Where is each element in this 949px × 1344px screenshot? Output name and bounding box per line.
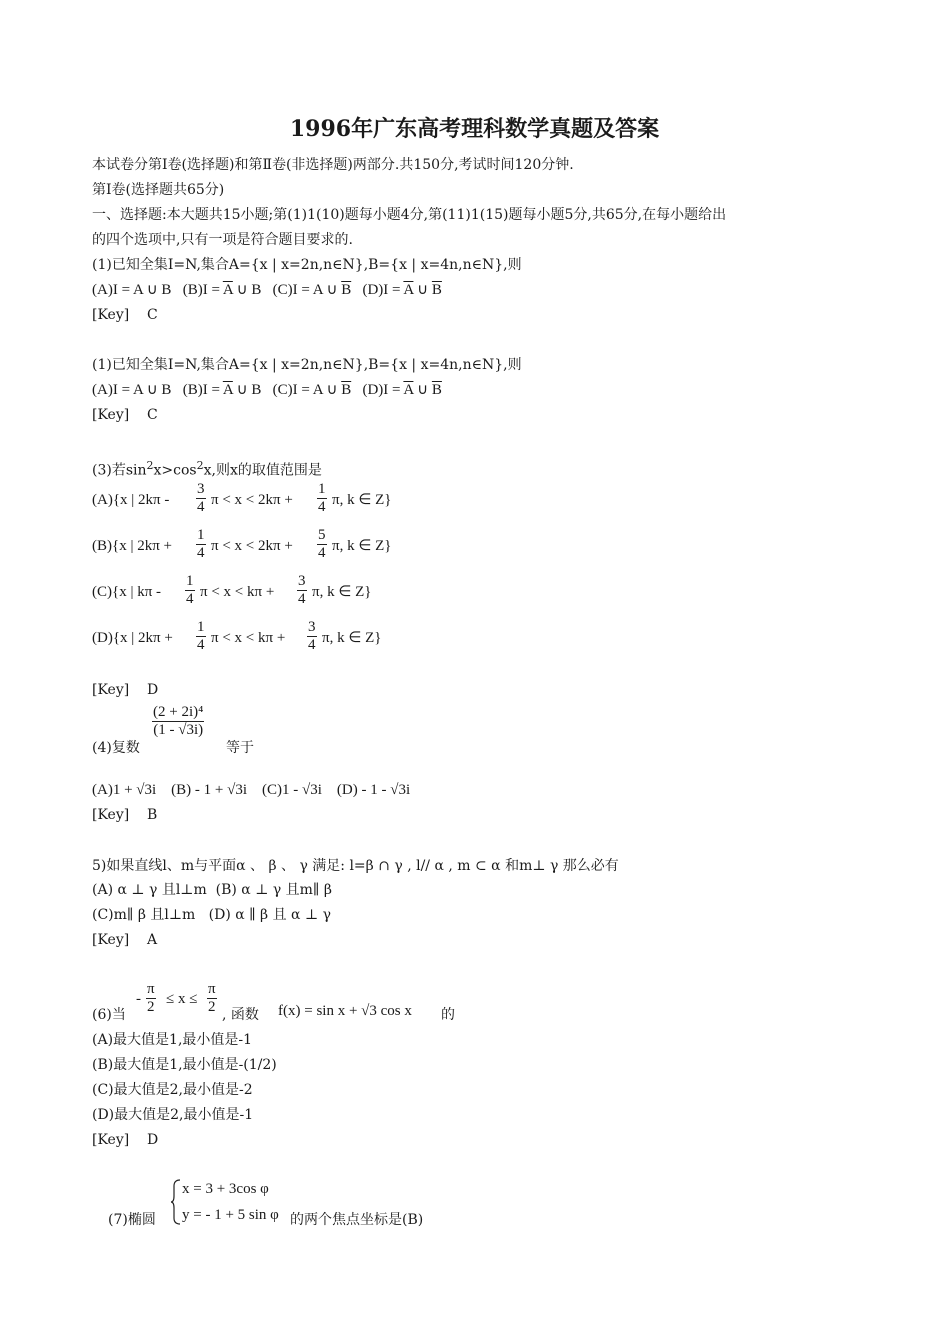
q3-option-d-part1: (D){x | 2kπ + — [92, 630, 177, 646]
q1-option-c: (C)I = A ∪ $\overline{B}$ — [272, 282, 352, 298]
q3-stem: (3)若$\sin^2x>\cos^2x$,则x的取值范围是 — [92, 459, 322, 479]
q6-option-c: (C)最大值是2,最小值是-2 — [92, 1082, 253, 1098]
q4-key: [Key] B — [92, 807, 158, 823]
q4-stem-post: 等于 — [226, 740, 254, 756]
q3-option-d-frac1: $\frac{1}{4}$ — [197, 619, 205, 653]
q1-options — [92, 281, 442, 299]
q6-key: [Key] D — [92, 1132, 159, 1148]
q6-function: f(x) = sin x + √3 cos x — [278, 1003, 412, 1019]
q1-stem: (1)已知全集I=N,集合A={x | x=2n,n∈N},B={x | x=4n,n∈N},则 — [92, 257, 522, 273]
q1-option-d: $(D)I = \overline{A}$ ∪ $\overline{B}$ — [362, 282, 442, 298]
q6-frac-left: $\frac{\pi}{2}$ — [147, 981, 155, 1015]
q6-option-d: (D)最大值是2,最小值是-1 — [92, 1107, 254, 1123]
q4-options: (A)1 + √3i (B) - 1 + √3i (C)1 - √3i (D) - 1 - √3i — [92, 782, 411, 798]
q3-option-b-part2: π < x < 2kπ + — [211, 538, 297, 554]
q7-eq-y: y = - 1 + 5 sin φ — [182, 1207, 279, 1223]
q7-pre: (7)椭圆 — [108, 1212, 156, 1228]
q6-frac-right: $\frac{\pi}{2}$ — [208, 981, 216, 1015]
q5-stem: 5)如果直线l、m与平面α 、 β 、 γ 满足: l=β ∩ γ , l// α , m ⊂ α 和m⊥ γ 那么必有 — [92, 858, 619, 874]
q3-option-b-part1: (B){x | 2kπ + — [92, 538, 176, 554]
q2-key: [Key] C — [92, 407, 158, 423]
q3-option-a-part3: π, k ∈ Z} — [332, 492, 392, 508]
intro-line-2: 第Ⅰ卷(选择题共65分) — [92, 182, 225, 198]
q6-mid: , 函数 — [222, 1007, 259, 1023]
q6-pre: (6)当 — [92, 1007, 126, 1023]
q3-option-d-frac2: $\frac{3}{4}$ — [308, 619, 316, 653]
q3-key: [Key] D — [92, 682, 159, 698]
q3-option-b-frac2: $\frac{5}{4}$ — [318, 527, 326, 561]
q6-option-a: (A)最大值是1,最小值是-1 — [92, 1032, 253, 1048]
q7-brace-icon — [170, 1178, 182, 1226]
q3-option-a-frac1: $\frac{3}{4}$ — [197, 481, 205, 515]
q3-option-d-part3: π, k ∈ Z} — [322, 630, 382, 646]
q5-options-line-2: (C)m∥ β 且l⊥m (D) α ∥ β 且 α ⊥ γ — [92, 907, 331, 923]
q3-option-a-part2: π < x < 2kπ + — [211, 492, 297, 508]
q2-stem: (1)已知全集I=N,集合A={x | x=2n,n∈N},B={x | x=4n,n∈N},则 — [92, 357, 522, 373]
q6-inequality: ≤ x ≤ — [166, 991, 198, 1007]
q1-key: [Key] C — [92, 307, 158, 323]
q3-option-c-part1: (C){x | kπ - — [92, 584, 165, 600]
q7-eq-x: x = 3 + 3cos φ — [182, 1181, 269, 1197]
q1-option-b: $(B)I = \overline{A}$ ∪ B — [182, 282, 262, 298]
q3-option-d-part2: π < x < kπ + — [211, 630, 290, 646]
intro-line-4: 的四个选项中,只有一项是符合题目要求的. — [92, 232, 353, 248]
q5-options-line-1: (A) α ⊥ γ 且l⊥m (B) α ⊥ γ 且m∥ β — [92, 882, 332, 898]
q3-option-c-frac2: $\frac{3}{4}$ — [298, 573, 306, 607]
q6-option-b: (B)最大值是1,最小值是-(1/2) — [92, 1057, 277, 1073]
q3-option-c-part3: π, k ∈ Z} — [312, 584, 372, 600]
q4-stem-pre: (4)复数 — [92, 740, 140, 756]
q4-fraction: $\frac{\text{(2 + 2i)⁴}}{(1 - √3i)}$ — [153, 704, 204, 738]
q3-option-b-frac1: $\frac{1}{4}$ — [197, 527, 205, 561]
q3-option-c-frac1: $\frac{1}{4}$ — [186, 573, 194, 607]
q5-key: [Key] A — [92, 932, 158, 948]
q3-option-a-part1: (A){x | 2kπ - — [92, 492, 174, 508]
intro-line-3: 一、选择题:本大题共15小题;第(1)1(10)题每小题4分,第(11)1(15)题每小题5分,共65分,在每小题给出 — [92, 207, 727, 223]
q6-post: 的 — [441, 1007, 455, 1023]
q1-option-a: (A)I = A ∪ B — [92, 282, 172, 298]
intro-line-1: 本试卷分第Ⅰ卷(选择题)和第Ⅱ卷(非选择题)两部分.共150分,考试时间120分钟. — [92, 157, 574, 173]
page-title: 1996年广东高考理科数学真题及答案 — [289, 116, 660, 142]
q3-option-a-frac2: $\frac{1}{4}$ — [318, 481, 326, 515]
q2-options: (A)I = A ∪ B $(B)I = \overline{A}$ ∪ B (C)I = A ∪ $\overline{B}$ $(D)I = \overline{A}$ ∪ $\overline{B}$ — [92, 382, 442, 398]
q6-neg: - — [136, 991, 141, 1007]
q7-post: 的两个焦点坐标是(B) — [290, 1212, 424, 1228]
q3-option-c-part2: π < x < kπ + — [200, 584, 279, 600]
q3-option-b-part3: π, k ∈ Z} — [332, 538, 392, 554]
